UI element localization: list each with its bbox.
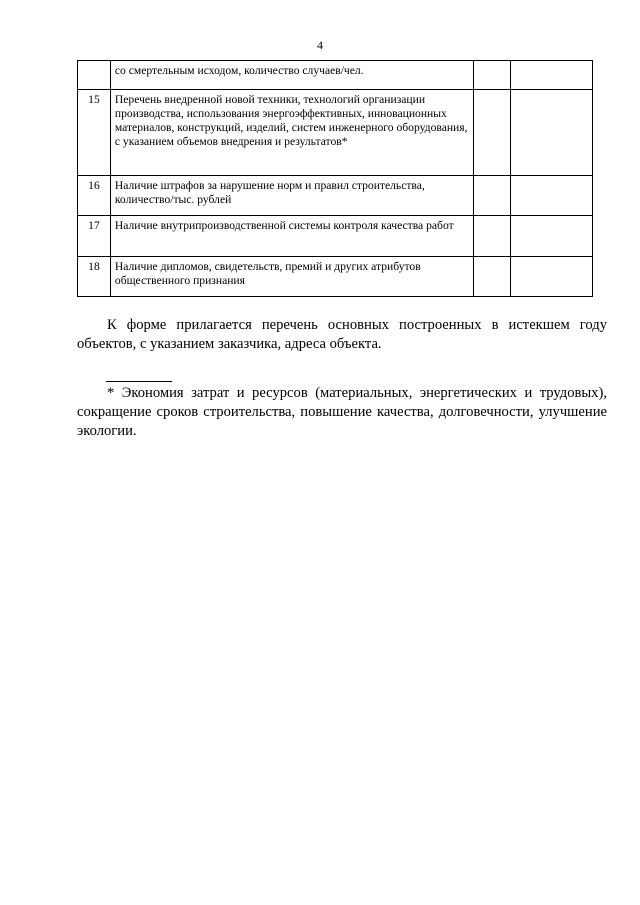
- table-row: [78, 90, 593, 176]
- row-number: 15: [78, 90, 111, 176]
- row-text: Наличие штрафов за нарушение норм и правил строительства, количество/тыс. рублей: [110, 176, 473, 216]
- row-text: Наличие дипломов, свидетельств, премий и других атрибутов общественного признания: [110, 257, 473, 297]
- value-cell: [510, 61, 592, 90]
- row-text: Перечень внедренной новой техники, технологий организации производства, использования энергоэффективных, инновационных материалов, конструкций, изделий, систем инженерного оборудования, с указанием объемов внедрения и результатов*: [110, 90, 473, 176]
- value-cell: [510, 176, 592, 216]
- row-text: Наличие внутрипроизводственной системы контроля качества работ: [110, 216, 473, 257]
- row-text: со смертельным исходом, количество случаев/чел.: [110, 61, 473, 90]
- footnote-divider: [106, 381, 172, 382]
- row-number: 16: [78, 176, 111, 216]
- table-row: [78, 257, 593, 297]
- footnote: * Экономия затрат и ресурсов (материальных, энергетических и трудовых), сокращение сроков строительства, повышение качества, долговечности, улучшение экологии.: [77, 385, 607, 439]
- value-cell: [473, 257, 510, 297]
- page-number: 4: [317, 38, 323, 52]
- form-table: [77, 60, 593, 297]
- value-cell: [510, 216, 592, 257]
- row-number: [78, 61, 111, 90]
- row-number: 18: [78, 257, 111, 297]
- table-row: [78, 216, 593, 257]
- value-cell: [473, 176, 510, 216]
- value-cell: [473, 61, 510, 90]
- value-cell: [473, 216, 510, 257]
- attachment-note: К форме прилагается перечень основных построенных в истекшем году объектов, с указанием заказчика, адреса объекта.: [77, 317, 607, 352]
- table-row: [78, 61, 593, 90]
- value-cell: [510, 90, 592, 176]
- table-row: [78, 176, 593, 216]
- row-number: 17: [78, 216, 111, 257]
- value-cell: [473, 90, 510, 176]
- value-cell: [510, 257, 592, 297]
